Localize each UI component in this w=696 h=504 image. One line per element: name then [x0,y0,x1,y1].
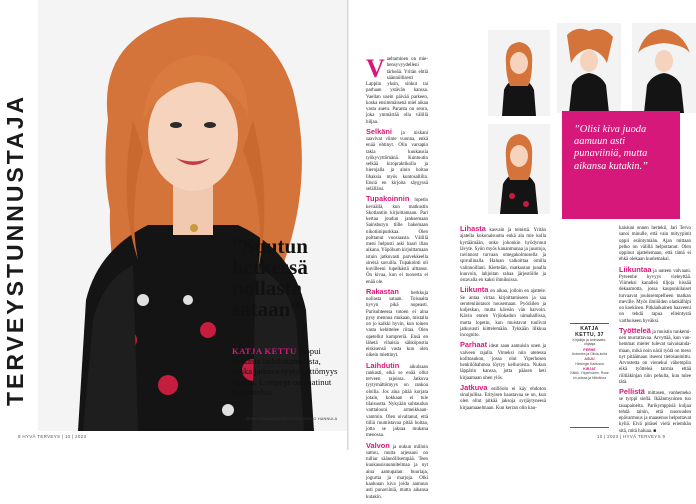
body-text: ideat saan aamuisin unen ja valveen rajalla. Vimeksi niin utetessa kolltoaukon, jossa olut Yiperhosen henkilöhahmoa löytyy kelluroista. Nukun läppärin kanssa, jotta pääsen heti kirjaamaan uhen ylös. [460,344,546,381]
subhead: Liikunta [460,285,489,295]
subhead: Lihasta [460,224,486,233]
body-text: kaisiuni ennen hertekii, Jari Tervo sanoi minulle, että vain mityypinit oppii esiintymään. Ajan mittaan pelko on välillä helpottanut. Olen oppinut ajattelemaan, että tämä ei ehkä olekaan kuolemakai. [619,226,691,263]
lead-paragraph [232,346,342,397]
section-title: TERVEYSTUNNUSTAJA [2,93,28,406]
body-text: lopetin keväällä, kun matkustin Skotlantiin kirjoittamaan. Pari kertaa joudun janksemaan Sainsburyn tiille hakemaan nikotiinipurkkaa. Olen polttanut vuosiaasta. Välillä meni helposti aski baari illan aikana. Yöpöhum kirjoittamaan istuin jatkuvasti parvekkeella sireisä savuilla. Tupakointi oli kuvilleeni lupelkästä alttanut. Ön kivaa, kun ei tuoxerta ei enää ole. [366,198,428,285]
fact-name: KATJA KETTU, 37 [575,326,604,338]
subhead: Parhaat [460,340,488,350]
subhead: Työtteleä [619,325,651,335]
drop-cap: V [366,54,385,83]
fact-text: Helsingin Kalliossa [575,361,604,366]
subhead: Laihdutin [366,360,400,370]
lead-text: luopui rankasta laihduttamisesta, koska jatkuva tyytymättömyys väsytti. Lempeys on vaatinut harjoittelua. [232,346,338,397]
fact-text: Kätilö, Yöperhonen, Rose on poissa ja Hittolinna [570,371,609,380]
fact-role: Kirjailija ja animaatioohjaaja [572,338,607,347]
highlight-quote: ”Olisi kiva juoda aamuun asti punaviiniä, mutta aikansa kutakin.” [574,124,648,172]
photo-thumbnail-1 [488,30,550,116]
fact-box [570,323,609,428]
photo-thumbnail-4 [488,124,550,214]
article-column-1 [366,54,428,504]
fact-text: Aviomies ja Olivia-koira [571,352,608,357]
body-text: esillöolo ei käy ehdoton sinuljullisa. Erityisen haastavaa se on, kun olen ollut pitkää jaksoja syrjäytyneesä kirjaamaaelmaan. Kun kerran olin kau- [460,386,546,411]
body-text: ja nukun milloin sattuu, mutta arjessani on tulliar säännöllisempää. Teen kuukausisuunnitelmaa ja nyt aina aamupalan: buuriaja, jogurtia ja marjoja. Olki kaaluuan kiva joida aamuun asti punaviiniä, mutta aikansa kutakin. [366,444,428,500]
body-text: ja muistin tunkeminen murrattavaa. Arvyttää, kun vanhemmat mieler tulevat taivaisandamaan, mikä noin näsii työtä on meso nyt pitäämaan itseeni tietosanmittu. Arvostetta on vienekui vähempiin eikä työtteleä tarmia ettää riiltiäkinjan niin pehulta, kun tulee tätä. [619,329,691,385]
credits: JENNI KANGASNIEMI KUVAT MIKKO HANNULA [246,417,338,421]
body-text: ja niskani saavivat viime vuonna, enkä enää ehtinyt. Olin varsapin takia kuukausia työkyvyttömänä. Kuntoutin selkää kiropraktikolla ja hierojalla ja aloin hoitaa lihaksia myös kuntosallilla. Ensiä en kirjoita säygyssä selälläisi. [366,130,428,192]
right-page [349,0,696,500]
quote-mark: ” [232,234,243,258]
pull-quote-text: Suutun hetkessä nollasta sataan” [232,234,308,321]
body-text: mittasen, vanhemeko se tyrppi siellä. Ikäänmyninen tuo tauapaineita. Parikymppisiä kuljaa tehdä tainin, että nuoruuden epävarmuus ja maasenus helpottavat kyllä. Eivä pitäsei vielä eriemhän sitä, mitä haluaa. ■ [619,391,691,434]
article-column-3 [619,226,691,438]
photo-thumbnail-2 [557,23,621,113]
subhead: Valvon [366,440,390,450]
subhead: Selkäni [366,126,392,136]
subhead: Liikuntaa [619,264,652,274]
photo-thumbnail-3 [632,23,696,113]
subhead: Pellistä [619,387,645,396]
subhead: Rakastan [366,286,399,296]
subhead: Jatkuva [460,382,488,392]
body-text: kasvain ja teinistä. Yritän ajatella kokonaisuutta enkä ala mie kolla kyrtäämään, onko johonkin hyödynnut lävyte. Syön myös kananmunaa ja juustoja, ravinnost turvaan omegakolmosella ja spiruilinalla. Haluan valkoittaa omilla valinnoillani. Kiertelän, matkustan junalla kuuvoin, lahjoitan rahaa järjestöille ja ostavalla en kaksi ihmiksissa. [460,228,546,283]
article-column-2 [460,226,546,415]
footer-left: 8 HYVÄ TERVEYS | 10 | 2023 [18,434,87,439]
body-text: aikuisaan rankasti, eikä se enää ollut terveen rajoissa. Jatkuva tyytymättömyys on rankoa oloilla. Jos aina pitää korjata jotain, kokkaan ei tule tilaisuutta. Nykyään suhtaudun varttalooni armeikkaanvammin. Olen oivaltanut, että tiiliä ruumistavaa pitää hoitaa, jotta se jaksaa mukana menossa. [366,364,428,439]
body-text: on aikaa, jolloin en ajattele. Se antaa virtaa kirjoittamiseen ja saa seroteniinitasot nousemaan. Pyöräilen ja kuljeskan, mutta käveän vän harvoin. Kävin ennen Yrjönkadun uimahallissa, mutta lopetin, kun muistavat tuulivat jatkuvasti kiittelemään. Tykkään lilkkua incognito. [460,289,546,338]
left-page [0,0,347,450]
pull-quote [232,236,340,320]
footer-right: 10 | 2023 | HYVÄ TERVEYS 9 [597,434,666,439]
body-text: herkkuja nollasta sataan. Toisaalta hyvyn pikä nopeasti. Parisuhteessa totoen ei aina pysy mennoa mukaan, mistalla on jo kaikki hyvin, kun toinen vasta kehittelee riitaa. Olen opetellut kompreriä. Ensä en lähetä vihaisia sähköpostia eiskisensä vasta kun olen oikein miettinyt. [366,290,428,359]
body-text: ja uuteen valvaani. Pyteenhe hyvyys vieleyttää. Viimeksi kanalleä tiljoja hissää dekaamotta, jossa kaupunkilaiset turvaavat joulusempelheen matkan meville. Myös ilmiöiden olankälhipi on koekinen. Pitkäaikainen haaveeni on tehdä rapua elleintystä varthuiseen hyväksi. [619,268,691,324]
subhead: Tupakoinnin [366,194,410,204]
fact-heading: KIRJAT [583,367,596,372]
lead-name: KATJA KETTU [232,346,297,356]
fact-heading: ASUU [584,357,595,362]
fact-heading: PERHE [583,347,596,352]
intro-text: aeltaminen on miehensyvyydelleni tärkeää. Yritän ehtiä säännöllisesti Lappiin yksin, sinkut tai parhaan ystävän kanssa. Vaellan usein päivää parkeen, koska ensimmäisenä miel aikaa vasta auetu. Paranta on seura, joka ymmärtää olla välillä hiljaa. [366,57,428,125]
